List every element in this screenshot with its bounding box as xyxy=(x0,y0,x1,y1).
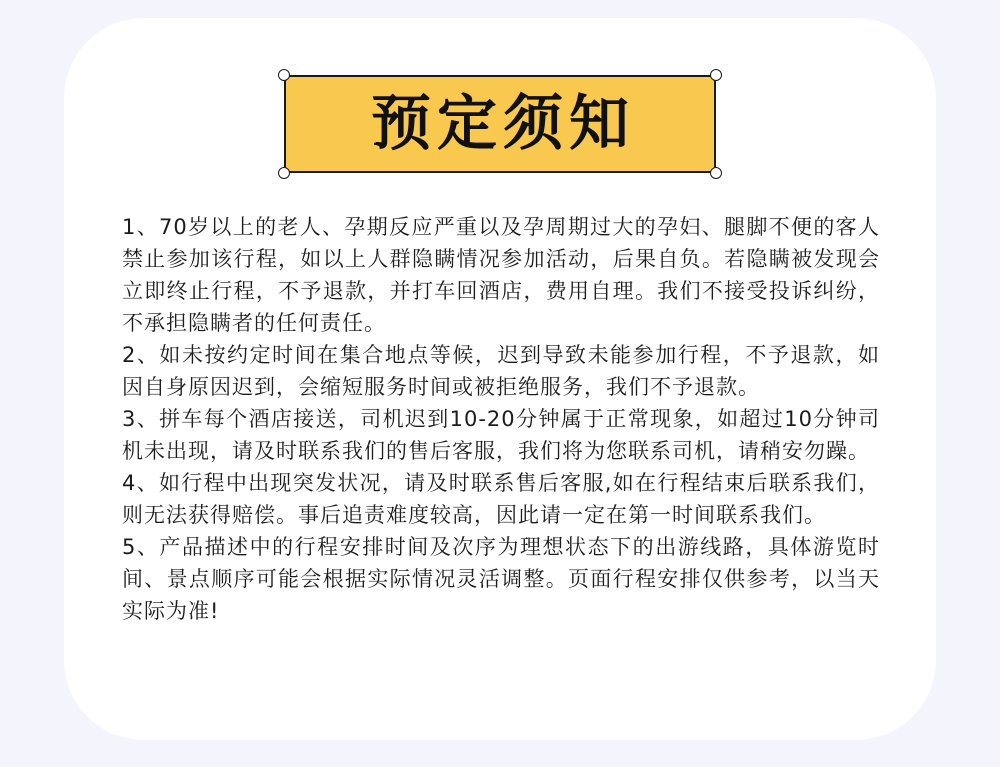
notice-item-3: 3、拼车每个酒店接送，司机迟到10-20分钟属于正常现象，如超过10分钟司机未出现，请及时联系我们的售后客服，我们将为您联系司机，请稍安勿躁。 xyxy=(122,407,880,463)
title-banner xyxy=(284,75,716,173)
corner-handle-top-right xyxy=(710,69,722,81)
notice-item-2: 2、如未按约定时间在集合地点等候，迟到导致未能参加行程，不予退款，如因自身原因迟到，会缩短服务时间或被拒绝服务，我们不予退款。 xyxy=(122,343,880,399)
corner-handle-bottom-left xyxy=(278,167,290,179)
notice-item-1: 1、70岁以上的老人、孕期反应严重以及孕周期过大的孕妇、腿脚不便的客人禁止参加该行程，如以上人群隐瞒情况参加活动，后果自负。若隐瞒被发现会立即终止行程，不予退款，并打车回酒店，费用自理。我们不接受投诉纠纷，不承担隐瞒者的任何责任。 xyxy=(122,215,880,335)
corner-handle-bottom-right xyxy=(710,167,722,179)
notice-list xyxy=(122,211,880,627)
notice-item-4: 4、如行程中出现突发状况，请及时联系售后客服,如在行程结束后联系我们，则无法获得赔偿。事后追责难度较高，因此请一定在第一时间联系我们。 xyxy=(122,471,880,527)
notice-item-5: 5、产品描述中的行程安排时间及次序为理想状态下的出游线路，具体游览时间、景点顺序可能会根据实际情况灵活调整。页面行程安排仅供参考，以当天实际为准! xyxy=(122,535,880,623)
page-title: 预定须知 xyxy=(371,89,635,159)
corner-handle-top-left xyxy=(278,69,290,81)
